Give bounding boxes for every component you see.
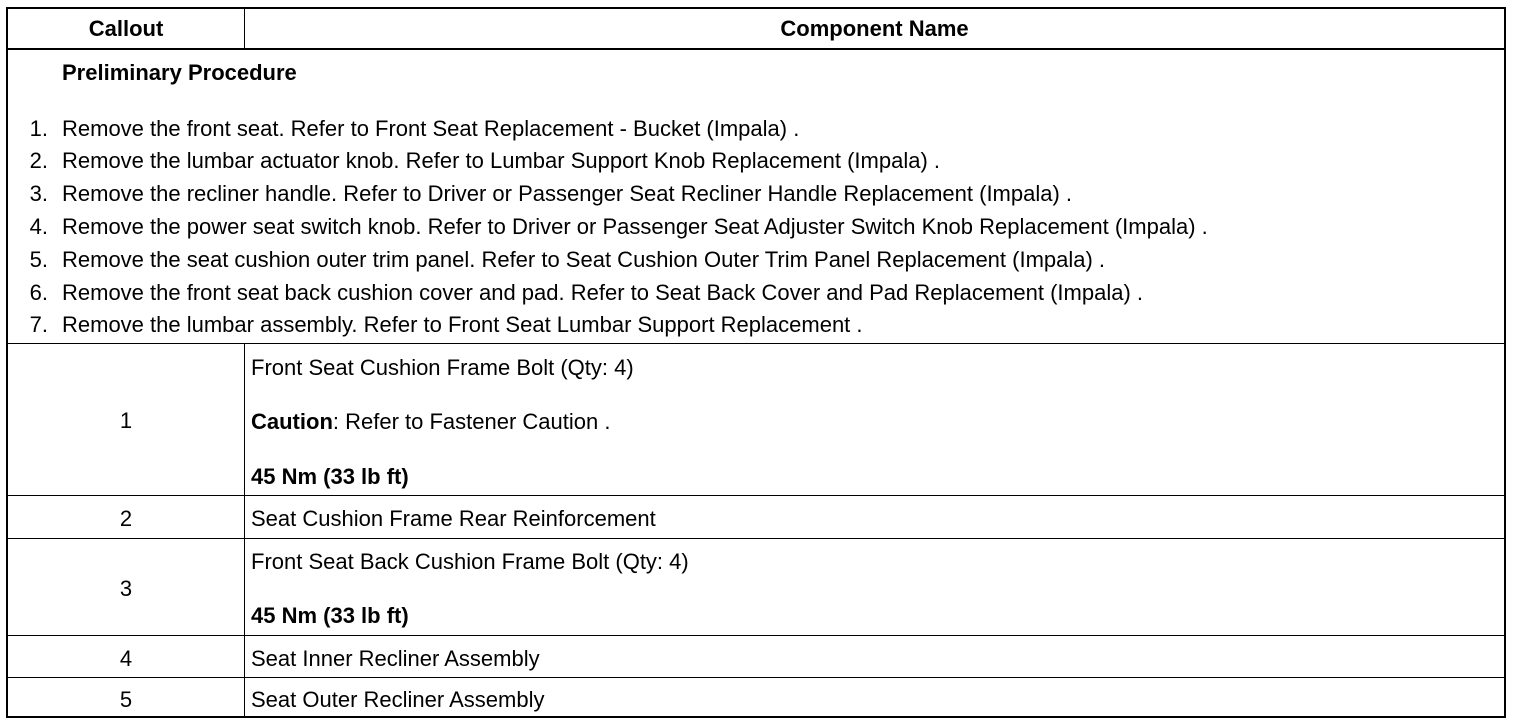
torque-spec: 45 Nm (33 lb ft): [251, 603, 409, 628]
step-number: 1.: [29, 116, 48, 141]
column-divider: [244, 343, 245, 718]
header-component-name: Component Name: [780, 16, 969, 41]
callout-number: 1: [119, 408, 133, 433]
header-callout: Callout: [88, 16, 164, 41]
header-divider: [244, 9, 245, 49]
callout-number: 2: [119, 506, 133, 531]
caution-text: : Refer to Fastener Caution .: [332, 409, 611, 434]
component-name: Front Seat Back Cushion Frame Bolt (Qty: 4): [251, 549, 689, 574]
row-rule: [8, 343, 1504, 344]
component-name: Seat Cushion Frame Rear Reinforcement: [251, 506, 656, 531]
row-rule: [8, 677, 1504, 678]
component-name: Front Seat Cushion Frame Bolt (Qty: 4): [251, 355, 634, 380]
step-text: Remove the power seat switch knob. Refer to Driver or Passenger Seat Adjuster Switch Knob Replacement (Impala) .: [62, 214, 1208, 239]
row-rule: [8, 538, 1504, 539]
step-text: Remove the recliner handle. Refer to Driver or Passenger Seat Recliner Handle Replacement (Impala) .: [62, 181, 1073, 206]
step-number: 6.: [29, 280, 48, 305]
component-name: Seat Outer Recliner Assembly: [251, 687, 545, 712]
step-text: Remove the lumbar assembly. Refer to Front Seat Lumbar Support Replacement .: [62, 312, 863, 337]
step-number: 4.: [29, 214, 48, 239]
step-number: 5.: [29, 247, 48, 272]
caution-note: [251, 409, 610, 435]
torque-spec: 45 Nm (33 lb ft): [251, 464, 409, 489]
component-table: [6, 7, 1506, 718]
step-number: 3.: [29, 181, 48, 206]
step-text: Remove the lumbar actuator knob. Refer to Lumbar Support Knob Replacement (Impala) .: [62, 148, 941, 173]
step-text: Remove the seat cushion outer trim panel. Refer to Seat Cushion Outer Trim Panel Replacement (Impala) .: [62, 247, 1106, 272]
callout-number: 4: [119, 646, 133, 671]
callout-number: 3: [119, 576, 133, 601]
component-name: Seat Inner Recliner Assembly: [251, 646, 540, 671]
header-rule: [8, 48, 1504, 50]
step-number: 2.: [29, 148, 48, 173]
row-rule: [8, 495, 1504, 496]
row-rule: [8, 635, 1504, 636]
step-number: 7.: [29, 312, 48, 337]
callout-number: 5: [119, 687, 133, 712]
step-text: Remove the front seat back cushion cover and pad. Refer to Seat Back Cover and Pad Replacement (Impala) .: [62, 280, 1144, 305]
caution-label: Caution: [251, 409, 333, 434]
preliminary-title: Preliminary Procedure: [62, 60, 297, 85]
step-text: Remove the front seat. Refer to Front Seat Replacement - Bucket (Impala) .: [62, 116, 800, 141]
